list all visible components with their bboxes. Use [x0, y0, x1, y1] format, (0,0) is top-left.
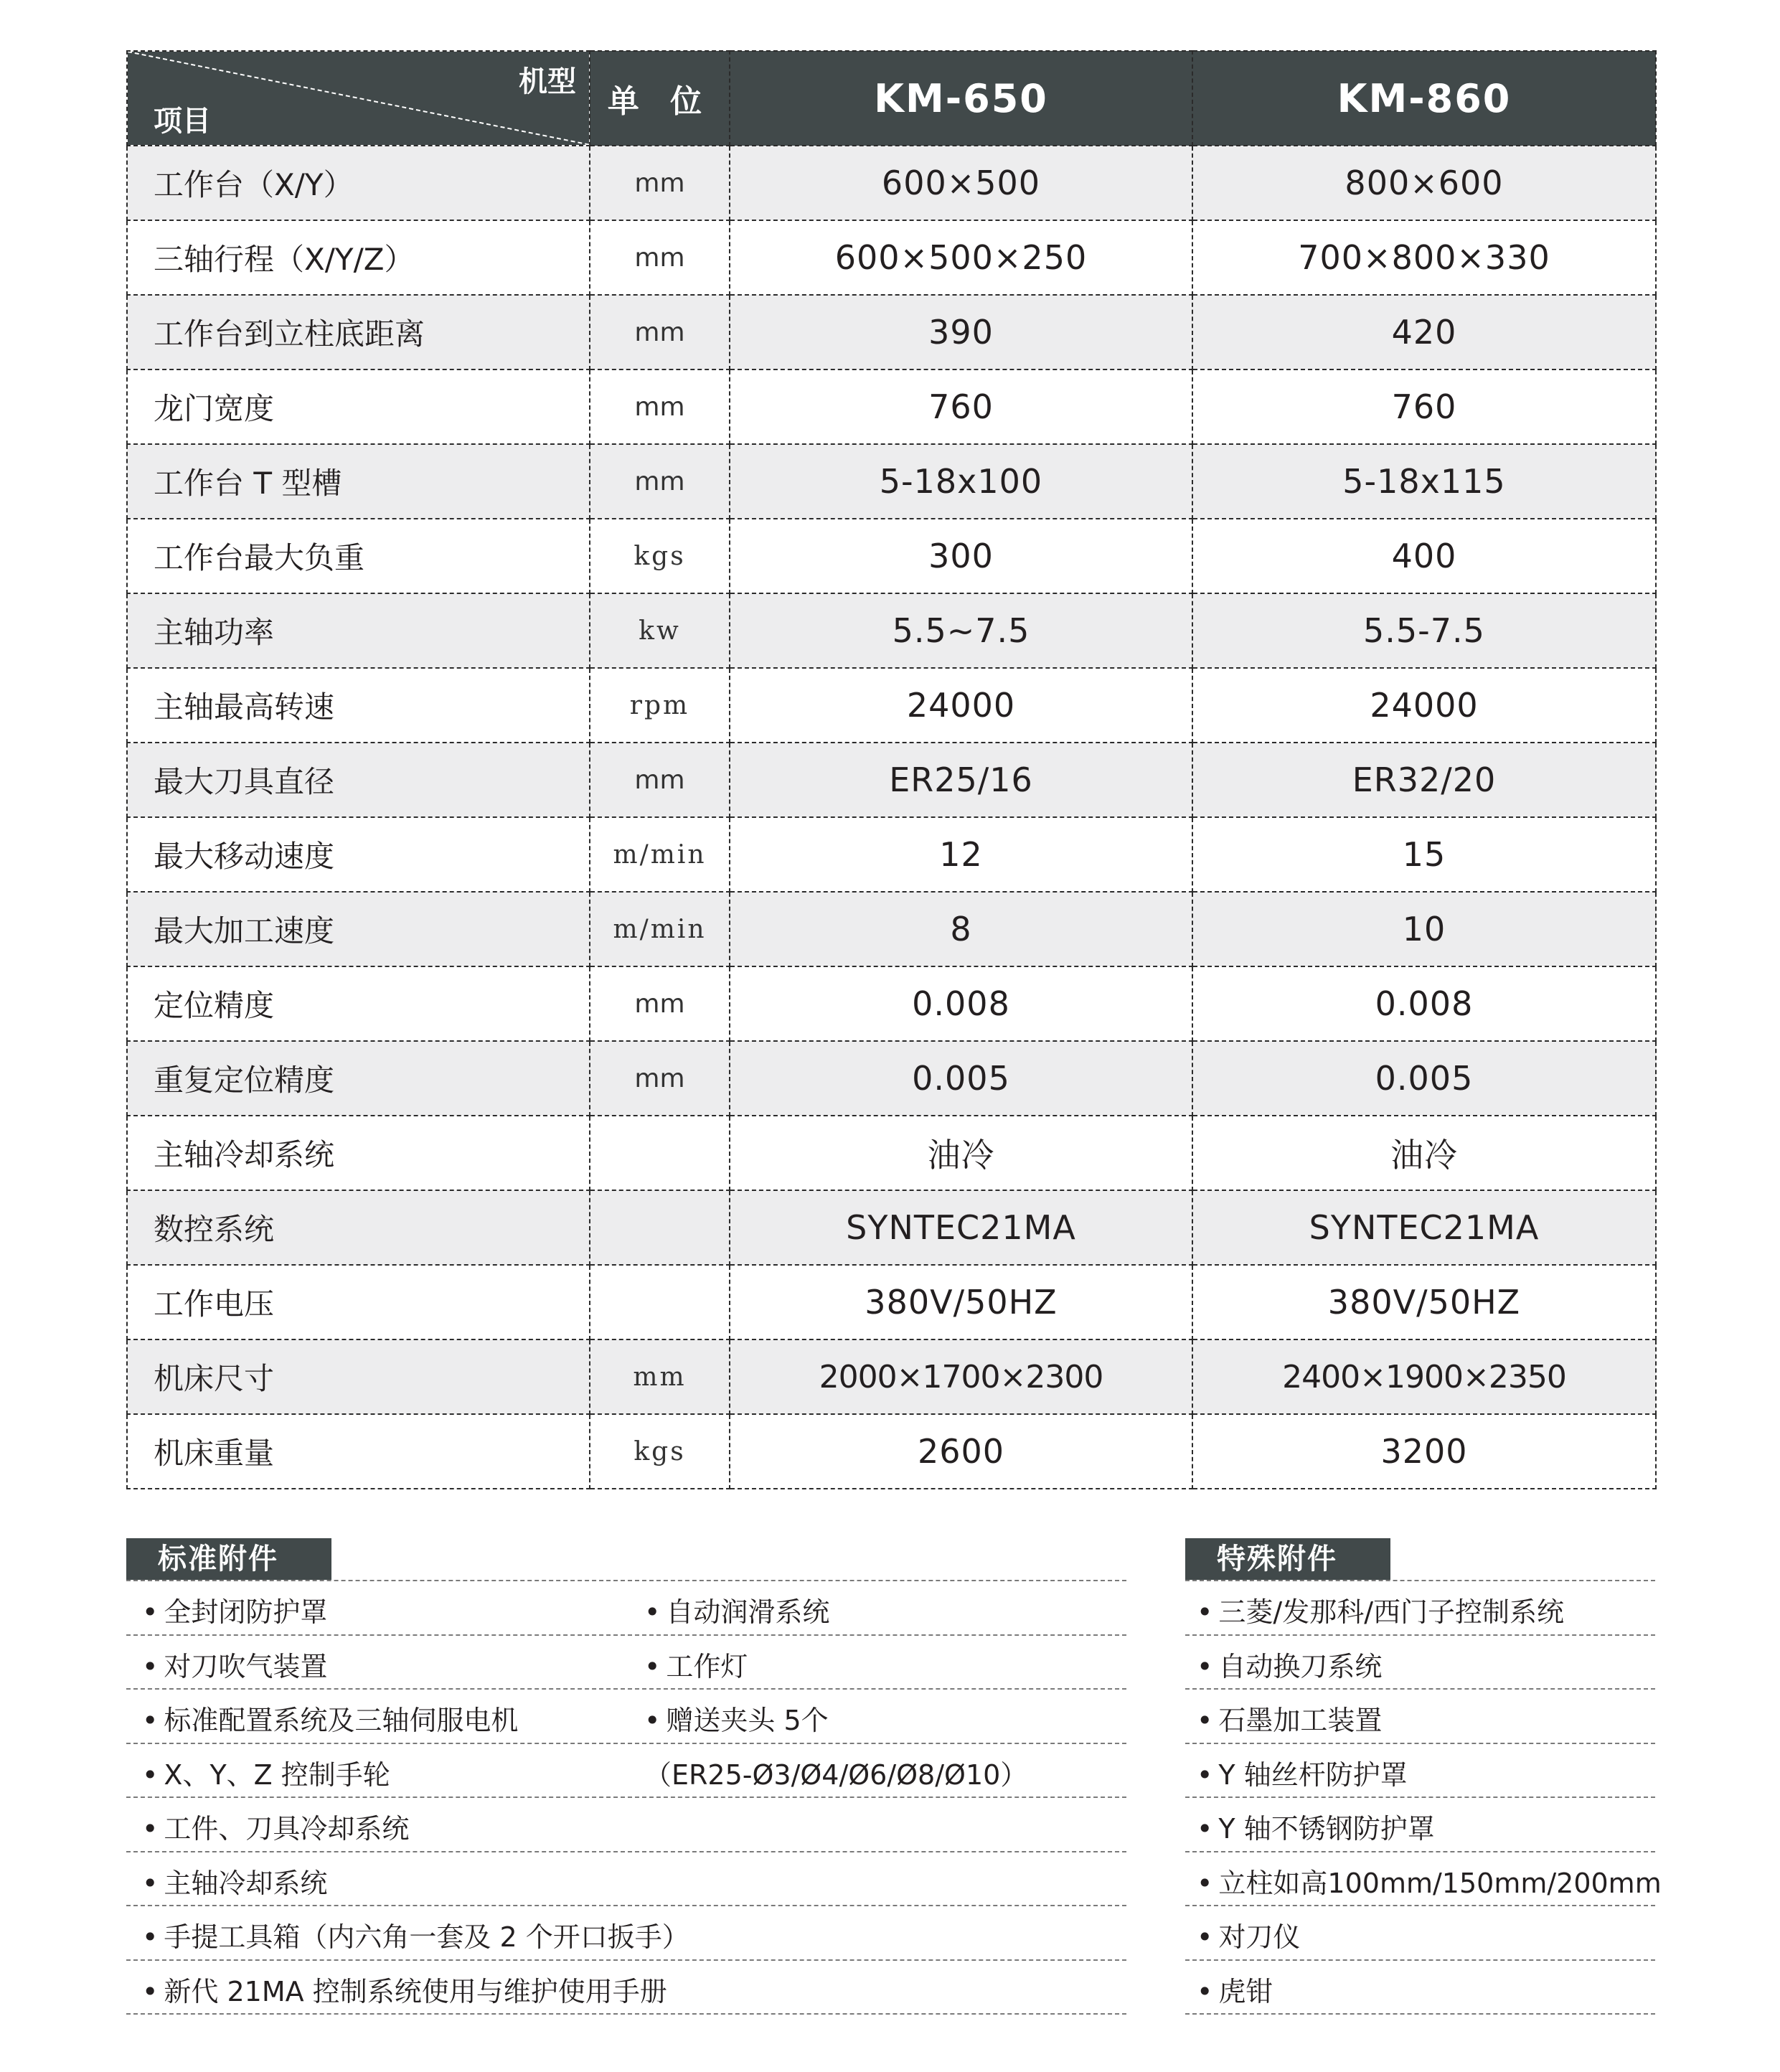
spec-row: [127, 1190, 1656, 1265]
header-model-2: KM-860: [1192, 51, 1656, 146]
spec-item: 机床重量: [127, 1414, 590, 1489]
spec-value-km860: 5.5-7.5: [1192, 593, 1656, 668]
spec-value-km860: 380V/50HZ: [1192, 1265, 1656, 1339]
standard-accessory-item: • 工作灯: [644, 1644, 748, 1684]
spec-item: 最大刀具直径: [127, 743, 590, 817]
divider: [126, 1851, 1126, 1852]
special-accessory-item: • 对刀仪: [1197, 1915, 1300, 1954]
spec-row: [127, 444, 1656, 519]
standard-accessory-note: （ER25-Ø3/Ø4/Ø6/Ø8/Ø10）: [644, 1758, 1028, 1791]
special-accessory-item: • 立柱如高100mm/150mm/200mm: [1197, 1861, 1662, 1901]
spec-value-km860: 3200: [1192, 1414, 1656, 1489]
header-model-1: KM-650: [730, 51, 1192, 146]
spec-value-km650: 380V/50HZ: [730, 1265, 1192, 1339]
special-accessories-title: 特殊附件: [1185, 1538, 1390, 1580]
spec-unit: mm: [590, 295, 730, 369]
spec-value-km650: ER25/16: [730, 743, 1192, 817]
divider: [1185, 1851, 1655, 1852]
spec-value-km650: 600×500×250: [730, 220, 1192, 295]
spec-value-km650: SYNTEC21MA: [730, 1190, 1192, 1265]
divider: [126, 1743, 1126, 1744]
spec-unit: mm: [590, 220, 730, 295]
spec-value-km650: 5-18x100: [730, 444, 1192, 519]
spec-unit: [590, 1116, 730, 1190]
spec-value-km650: 300: [730, 519, 1192, 593]
header-model-label: 机型: [519, 65, 576, 98]
standard-accessory-item: • 赠送夹头 5个: [644, 1698, 829, 1738]
header-item-label: 项目: [154, 105, 211, 138]
spec-table: [126, 50, 1657, 1489]
spec-value-km650: 5.5~7.5: [730, 593, 1192, 668]
spec-value-km650: 12: [730, 817, 1192, 892]
spec-value-km860: 2400×1900×2350: [1192, 1339, 1656, 1414]
spec-row: [127, 1265, 1656, 1339]
spec-row: [127, 817, 1656, 892]
spec-item: 主轴最高转速: [127, 668, 590, 743]
header-item-model-cell: [127, 51, 590, 146]
spec-unit: mm: [590, 1041, 730, 1116]
spec-item: 主轴功率: [127, 593, 590, 668]
spec-row: [127, 146, 1656, 220]
spec-item: 工作台（X/Y）: [127, 146, 590, 220]
spec-unit: [590, 1265, 730, 1339]
special-accessory-item: • 虎钳: [1197, 1969, 1273, 2009]
spec-value-km650: 8: [730, 892, 1192, 966]
spec-value-km650: 油冷: [730, 1116, 1192, 1190]
spec-value-km650: 24000: [730, 668, 1192, 743]
divider: [1185, 1959, 1655, 1961]
spec-item: 工作电压: [127, 1265, 590, 1339]
divider: [126, 1796, 1126, 1798]
standard-accessory-item: • 全封闭防护罩: [142, 1590, 327, 1629]
spec-unit: kgs: [590, 1414, 730, 1489]
spec-value-km860: 760: [1192, 369, 1656, 444]
divider: [126, 2013, 1126, 2015]
spec-row: [127, 668, 1656, 743]
spec-item: 数控系统: [127, 1190, 590, 1265]
spec-unit: mm: [590, 966, 730, 1041]
spec-value-km860: 0.008: [1192, 966, 1656, 1041]
divider: [126, 1634, 1126, 1636]
spec-item: 工作台最大负重: [127, 519, 590, 593]
spec-unit: mm: [590, 369, 730, 444]
header-unit: 单 位: [590, 51, 730, 146]
special-accessories-list: [1185, 1580, 1662, 2025]
divider: [126, 1688, 1126, 1690]
header-row: [127, 51, 1656, 146]
spec-row: [127, 369, 1656, 444]
spec-row: [127, 1041, 1656, 1116]
standard-accessory-item: • X、Y、Z 控制手轮: [142, 1753, 390, 1792]
spec-value-km650: 390: [730, 295, 1192, 369]
spec-unit: mm: [590, 444, 730, 519]
spec-row: [127, 1414, 1656, 1489]
spec-item: 工作台到立柱底距离: [127, 295, 590, 369]
spec-value-km650: 0.005: [730, 1041, 1192, 1116]
spec-item: 三轴行程（X/Y/Z）: [127, 220, 590, 295]
spec-value-km860: ER32/20: [1192, 743, 1656, 817]
divider: [1185, 1796, 1655, 1798]
special-accessory-item: • 三菱/发那科/西门子控制系统: [1197, 1590, 1564, 1629]
spec-unit: kgs: [590, 519, 730, 593]
spec-value-km860: 420: [1192, 295, 1656, 369]
spec-item: 工作台 T 型槽: [127, 444, 590, 519]
standard-accessory-item: • 手提工具箱（内六角一套及 2 个开口扳手）: [142, 1915, 689, 1954]
spec-unit: m/min: [590, 892, 730, 966]
spec-unit: mm: [590, 146, 730, 220]
spec-item: 龙门宽度: [127, 369, 590, 444]
spec-item: 主轴冷却系统: [127, 1116, 590, 1190]
spec-value-km860: 15: [1192, 817, 1656, 892]
standard-accessory-item: • 对刀吹气装置: [142, 1644, 327, 1684]
spec-row: [127, 1339, 1656, 1414]
spec-unit: rpm: [590, 668, 730, 743]
standard-accessories-list: [126, 1580, 1126, 2025]
spec-item: 定位精度: [127, 966, 590, 1041]
spec-row: [127, 295, 1656, 369]
spec-value-km860: 800×600: [1192, 146, 1656, 220]
divider: [1185, 1743, 1655, 1744]
standard-accessory-item: • 标准配置系统及三轴伺服电机: [142, 1698, 518, 1738]
spec-unit: mm: [590, 1339, 730, 1414]
spec-value-km650: 760: [730, 369, 1192, 444]
divider: [1185, 1634, 1655, 1636]
spec-item: 重复定位精度: [127, 1041, 590, 1116]
divider: [126, 1959, 1126, 1961]
spec-row: [127, 519, 1656, 593]
spec-value-km650: 600×500: [730, 146, 1192, 220]
spec-value-km860: 400: [1192, 519, 1656, 593]
divider: [126, 1905, 1126, 1906]
divider: [1185, 1905, 1655, 1906]
spec-value-km860: 24000: [1192, 668, 1656, 743]
spec-value-km860: 油冷: [1192, 1116, 1656, 1190]
divider: [126, 1580, 1126, 1581]
spec-row: [127, 1116, 1656, 1190]
spec-value-km650: 0.008: [730, 966, 1192, 1041]
special-accessory-item: • Y 轴不锈钢防护罩: [1197, 1807, 1435, 1846]
spec-row: [127, 220, 1656, 295]
standard-accessory-item: • 主轴冷却系统: [142, 1861, 327, 1901]
spec-value-km650: 2000×1700×2300: [730, 1339, 1192, 1414]
special-accessory-item: • 石墨加工装置: [1197, 1698, 1382, 1738]
spec-unit: kw: [590, 593, 730, 668]
special-accessory-item: • Y 轴丝杆防护罩: [1197, 1753, 1408, 1792]
spec-row: [127, 743, 1656, 817]
spec-value-km860: SYNTEC21MA: [1192, 1190, 1656, 1265]
spec-value-km650: 2600: [730, 1414, 1192, 1489]
spec-value-km860: 700×800×330: [1192, 220, 1656, 295]
spec-row: [127, 593, 1656, 668]
spec-unit: [590, 1190, 730, 1265]
spec-row: [127, 966, 1656, 1041]
standard-accessory-item: • 工件、刀具冷却系统: [142, 1807, 409, 1846]
spec-value-km860: 10: [1192, 892, 1656, 966]
spec-value-km860: 5-18x115: [1192, 444, 1656, 519]
special-accessory-item: • 自动换刀系统: [1197, 1644, 1382, 1684]
divider: [1185, 1580, 1655, 1581]
divider: [1185, 1688, 1655, 1690]
spec-unit: m/min: [590, 817, 730, 892]
standard-accessory-item: • 新代 21MA 控制系统使用与维护使用手册: [142, 1969, 667, 2009]
spec-item: 最大加工速度: [127, 892, 590, 966]
spec-unit: mm: [590, 743, 730, 817]
standard-accessory-item: • 自动润滑系统: [644, 1590, 829, 1629]
spec-item: 机床尺寸: [127, 1339, 590, 1414]
spec-row: [127, 892, 1656, 966]
divider: [1185, 2013, 1655, 2015]
standard-accessories-title: 标准附件: [126, 1538, 331, 1580]
spec-item: 最大移动速度: [127, 817, 590, 892]
spec-value-km860: 0.005: [1192, 1041, 1656, 1116]
